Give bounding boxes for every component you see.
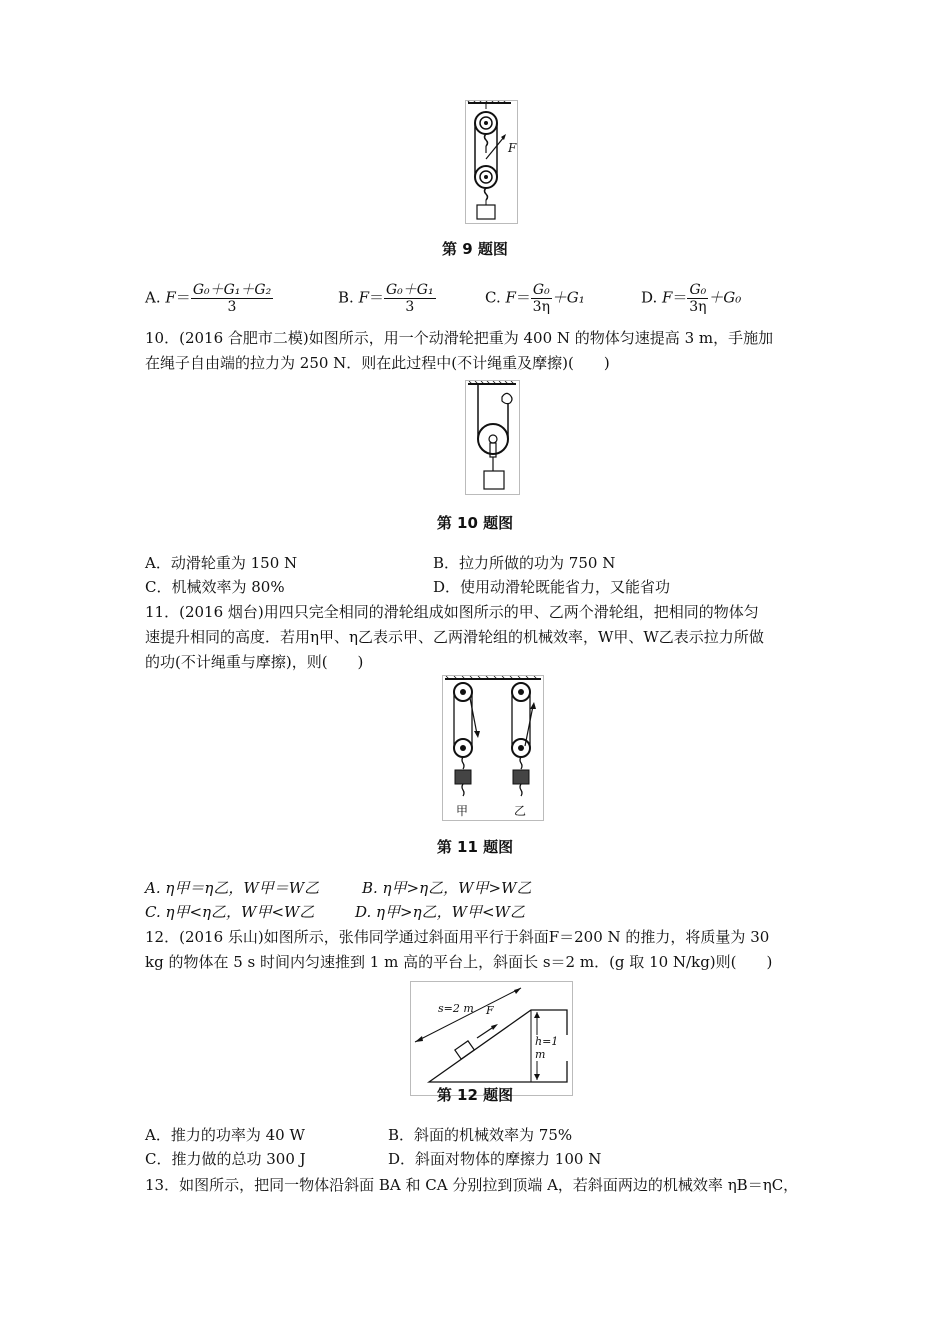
q11-option-d[interactable]: D. η甲>η乙，W甲<W乙 <box>355 903 525 921</box>
fraction: $\frac{\text{G₀}}{3\eta}$ <box>689 282 707 315</box>
force-label: F <box>508 141 517 155</box>
h-label: h=1 m <box>535 1035 572 1061</box>
q11-option-b[interactable]: B. η甲>η乙，W甲>W乙 <box>362 879 532 897</box>
figure-10 <box>465 380 520 495</box>
figure-9 <box>465 100 518 224</box>
q12-text-line-1: 12．(2016 乐山)如图所示，张伟同学通过斜面用平行于斜面F＝200 N 的推力，将质量为 30 <box>145 928 770 946</box>
figure-11 <box>442 675 544 821</box>
movable-pulley-diagram <box>466 381 519 494</box>
q11-text-line-2: 速提升相同的高度．若用η甲、η乙表示甲、乙两滑轮组的机械效率，W甲、W乙表示拉力所做 <box>145 628 764 646</box>
q9-option-d[interactable]: D. F＝ $\frac{\text{G₀}}{3\eta}$ ＋G₀ <box>641 282 742 315</box>
q12-option-c[interactable]: C．推力做的总功 300 J <box>145 1150 306 1168</box>
q13-text-line-1: 13．如图所示，把同一物体沿斜面 BA 和 CA 分别拉到顶端 A，若斜面两边的机械效率 ηB＝ηC， <box>145 1176 799 1194</box>
figure-12-caption: 第 12 题图 <box>436 1086 514 1104</box>
figure-10-caption: 第 10 题图 <box>436 514 514 532</box>
q10-option-c[interactable]: C．机械效率为 80% <box>145 578 285 596</box>
fraction: $\frac{\text{G₀}}{3\eta}$ <box>532 282 550 315</box>
f-label: F <box>486 1004 494 1017</box>
label-yi: 乙 <box>514 804 527 818</box>
figure-12 <box>410 981 573 1096</box>
q11-text-line-3: 的功(不计绳重与摩擦)，则( ) <box>145 653 364 671</box>
q9-option-b[interactable]: B. F＝ $\frac{\text{G₀＋G₁}}{3}$ <box>338 282 434 315</box>
label-jia: 甲 <box>456 804 469 818</box>
figure-9-caption: 第 9 题图 <box>442 240 508 258</box>
q9-option-a[interactable]: A. F＝ $\frac{\text{G₀＋G₁＋G₂}}{3}$ <box>145 282 272 315</box>
s-label: s=2 m <box>438 1002 474 1015</box>
q10-text-line-1: 10．(2016 合肥市二模)如图所示，用一个动滑轮把重为 400 N 的物体匀速提高 3 m，手施加 <box>145 329 774 347</box>
q10-option-d[interactable]: D．使用动滑轮既能省力，又能省功 <box>433 578 671 596</box>
q12-option-b[interactable]: B．斜面的机械效率为 75% <box>388 1126 573 1144</box>
q11-option-c[interactable]: C. η甲<η乙，W甲<W乙 <box>145 903 315 921</box>
q10-option-a[interactable]: A．动滑轮重为 150 N <box>145 554 298 572</box>
q11-text-line-1: 11．(2016 烟台)用四只完全相同的滑轮组成如图所示的甲、乙两个滑轮组，把相同的物体匀 <box>145 603 759 621</box>
pulley-system-9-diagram <box>466 101 517 223</box>
fraction: $\frac{\text{G₀＋G₁＋G₂}}{3}$ <box>192 282 272 315</box>
pulley-pair-diagram <box>443 676 543 820</box>
q9-option-c[interactable]: C. F＝ $\frac{\text{G₀}}{3\eta}$ ＋G₁ <box>485 282 585 315</box>
fraction: $\frac{\text{G₀＋G₁}}{3}$ <box>386 282 434 315</box>
q10-option-b[interactable]: B．拉力所做的功为 750 N <box>433 554 616 572</box>
q12-option-a[interactable]: A．推力的功率为 40 W <box>145 1126 305 1144</box>
q12-text-line-2: kg 的物体在 5 s 时间内匀速推到 1 m 高的平台上，斜面长 s＝2 m．(g 取 10 N/kg)则( ) <box>145 953 773 971</box>
q12-option-d[interactable]: D．斜面对物体的摩擦力 100 N <box>388 1150 602 1168</box>
q11-option-a[interactable]: A. η甲＝η乙，W甲＝W乙 <box>145 879 320 897</box>
q10-text-line-2: 在绳子自由端的拉力为 250 N．则在此过程中(不计绳重及摩擦)( ) <box>145 354 610 372</box>
figure-11-caption: 第 11 题图 <box>436 838 514 856</box>
